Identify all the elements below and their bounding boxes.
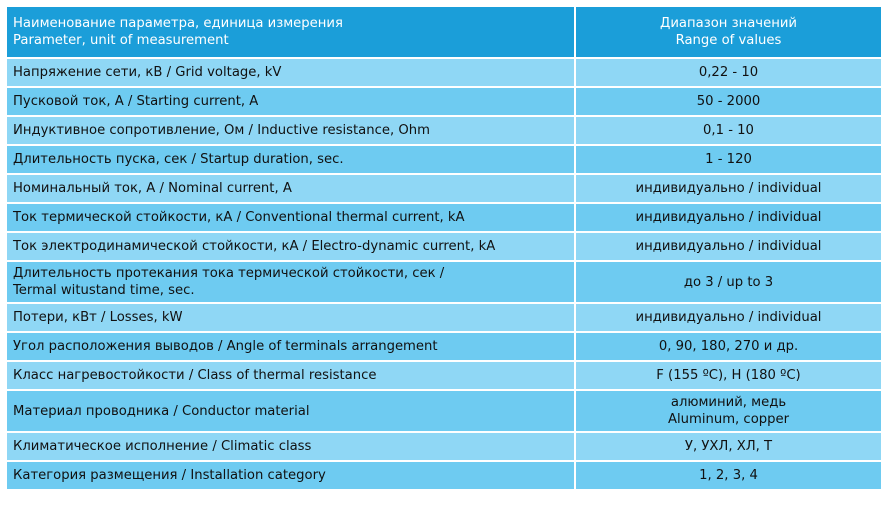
value-cell: 0, 90, 180, 270 и др.	[576, 333, 881, 360]
param-cell: Категория размещения / Installation category	[7, 462, 574, 489]
table-row	[7, 233, 881, 260]
header-range-ru: Диапазон значений	[660, 16, 797, 31]
header-range	[576, 7, 881, 57]
table-row	[7, 59, 881, 86]
param-cell: Напряжение сети, кВ / Grid voltage, kV	[7, 59, 574, 86]
param-cell: Индуктивное сопротивление, Ом / Inductive resistance, Ohm	[7, 117, 574, 144]
value-cell: 0,22 - 10	[576, 59, 881, 86]
table-row	[7, 88, 881, 115]
value-cell: индивидуально / individual	[576, 304, 881, 331]
header-parameter	[7, 7, 574, 57]
value-cell-line2: Aluminum, copper	[667, 412, 790, 427]
param-cell: Длительность пуска, сек / Startup duration, sec.	[7, 146, 574, 173]
param-cell: Угол расположения выводов / Angle of terminals arrangement	[7, 333, 574, 360]
param-cell: Климатическое исполнение / Climatic class	[7, 433, 574, 460]
param-cell: Пусковой ток, А / Starting current, A	[7, 88, 574, 115]
value-cell: индивидуально / individual	[576, 175, 881, 202]
param-cell: Ток электродинамической стойкости, кА / Electro-dynamic current, kA	[7, 233, 574, 260]
param-cell: Ток термической стойкости, кА / Conventional thermal current, kA	[7, 204, 574, 231]
table-row	[7, 462, 881, 489]
value-cell: 50 - 2000	[576, 88, 881, 115]
param-cell: Класс нагревостойкости / Class of thermal resistance	[7, 362, 574, 389]
value-cell: до 3 / up to 3	[576, 262, 881, 302]
value-cell: индивидуально / individual	[576, 233, 881, 260]
value-cell: F (155 ºC), H (180 ºC)	[576, 362, 881, 389]
header-parameter-ru: Наименование параметра, единица измерения	[13, 16, 343, 31]
value-cell-line1: алюминий, медь	[670, 395, 787, 410]
value-cell: индивидуально / individual	[576, 204, 881, 231]
table-row	[7, 333, 881, 360]
parameters-table-container	[5, 5, 881, 491]
table-row	[7, 391, 881, 431]
table-row	[7, 175, 881, 202]
param-cell: Номинальный ток, А / Nominal current, A	[7, 175, 574, 202]
parameters-table	[5, 5, 883, 491]
param-cell-line1: Длительность протекания тока термической стойкости, сек /	[13, 266, 445, 281]
value-cell	[576, 391, 881, 431]
value-cell: У, УХЛ, ХЛ, Т	[576, 433, 881, 460]
table-row	[7, 433, 881, 460]
value-cell: 0,1 - 10	[576, 117, 881, 144]
value-cell: 1 - 120	[576, 146, 881, 173]
header-range-en: Range of values	[675, 33, 782, 48]
table-row	[7, 117, 881, 144]
table-row	[7, 146, 881, 173]
table-row	[7, 204, 881, 231]
table-row	[7, 262, 881, 302]
param-cell-line2: Termal witustand time, sec.	[13, 283, 195, 298]
table-row	[7, 304, 881, 331]
table-row	[7, 362, 881, 389]
param-cell: Материал проводника / Conductor material	[7, 391, 574, 431]
header-parameter-en: Parameter, unit of measurement	[13, 33, 229, 48]
param-cell	[7, 262, 574, 302]
value-cell: 1, 2, 3, 4	[576, 462, 881, 489]
param-cell: Потери, кВт / Losses, kW	[7, 304, 574, 331]
table-header-row	[7, 7, 881, 57]
